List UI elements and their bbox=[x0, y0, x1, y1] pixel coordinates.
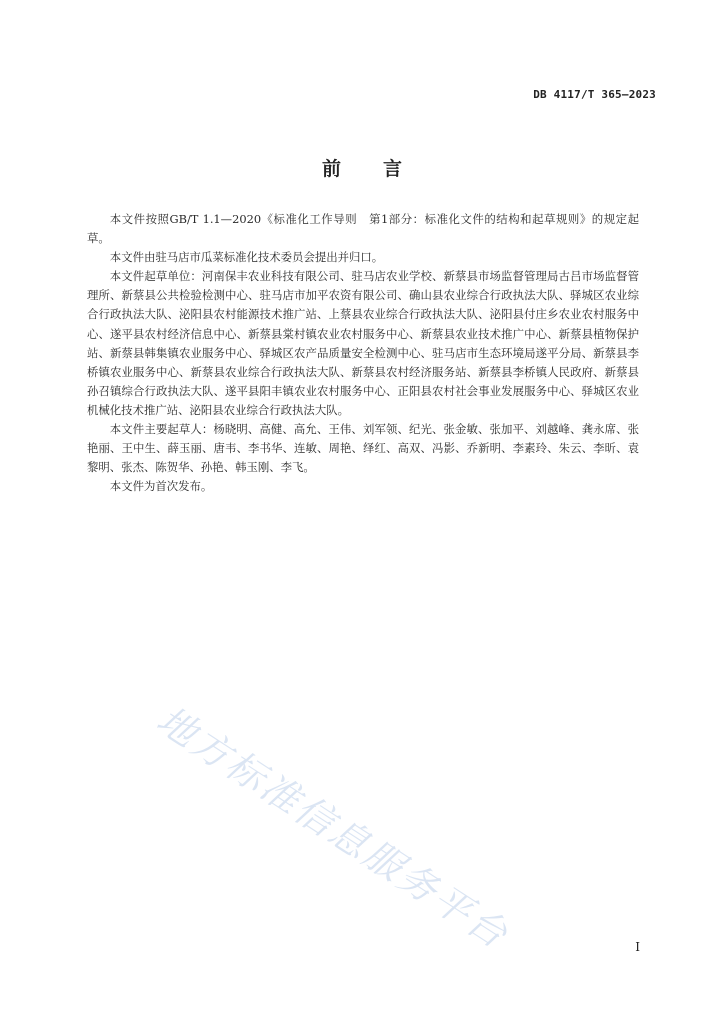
page-title: 前言 bbox=[321, 158, 444, 180]
paragraph-drafting-units: 本文件起草单位：河南保丰农业科技有限公司、驻马店农业学校、新蔡县市场监督管理局古吕市场监督管理所、新蔡县公共检验检测中心、驻马店市加平农资有限公司、确山县农业综合行政执法大队、驿城区农业综合行政执法大队、泌阳县农村能源技术推广站、上蔡县农业综合行政执法大队、泌阳县付庄乡农业农村服务中心、遂平县农村经济信息中心、新蔡县棠村镇农业农村服务中心、新蔡县农业技术推广中心、新蔡县植物保护站、新蔡县韩集镇农业服务中心、驿城区农产品质量安全检测中心、驻马店市生态环境局遂平分局、新蔡县李桥镇农业服务中心、新蔡县农业综合行政执法大队、新蔡县农村经济服务站、新蔡县李桥镇人民政府、新蔡县孙召镇综合行政执法大队、遂平县阳丰镇农业农村服务中心、正阳县农村社会事业发展服务中心、驿城区农业机械化技术推广站、泌阳县农业综合行政执法大队。 bbox=[87, 269, 639, 417]
page-number: I bbox=[635, 940, 640, 954]
watermark: 地方标准信息服务平台 bbox=[149, 697, 517, 958]
foreword-body bbox=[87, 210, 639, 496]
paragraph-proposer: 本文件由驻马店市瓜菜标准化技术委员会提出并归口。 bbox=[109, 250, 384, 265]
paragraph-drafting-rules: 本文件按照GB/T 1.1—2020《标准化工作导则 第1部分：标准化文件的结构和起草规则》的规定起草。 bbox=[87, 212, 639, 246]
paragraph-drafters: 本文件主要起草人：杨晓明、高健、高允、王伟、刘军领、纪光、张金敏、张加平、刘越峰、龚永席、张艳丽、王中生、薛玉丽、唐韦、李书华、连敏、周艳、绎红、高双、冯影、乔新明、李素玲、朱云、李昕、袁黎明、张杰、陈贺华、孙艳、韩玉刚、李飞。 bbox=[87, 422, 639, 475]
paragraph-first-release: 本文件为首次发布。 bbox=[109, 479, 213, 494]
document-code: DB 4117/T 365—2023 bbox=[533, 88, 656, 101]
